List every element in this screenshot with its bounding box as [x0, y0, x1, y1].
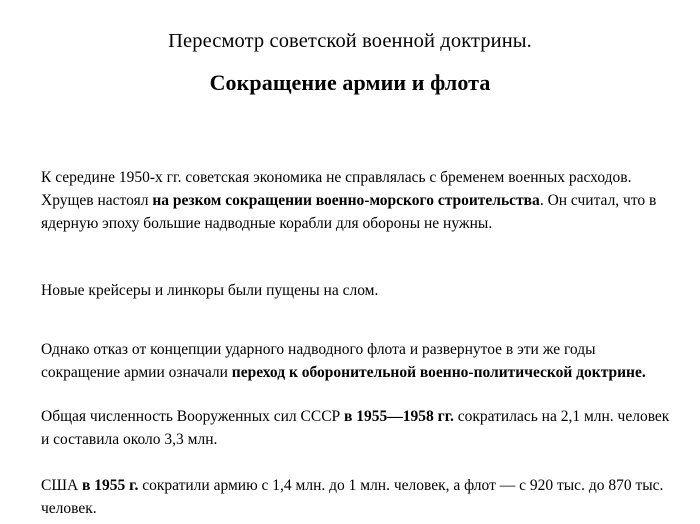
paragraph-4-text-b: сократилась на 2,1 млн. человек и составила около 3,3 млн. — [41, 407, 670, 448]
paragraph-5-emphasis: в 1955 г. — [82, 476, 139, 494]
paragraph-defensive-doctrine — [41, 338, 672, 385]
slide-title-secondary: Сокращение армии и флота — [209, 69, 491, 95]
paragraph-military-spending — [41, 166, 672, 236]
paragraph-1-emphasis: на резком сокращении военно-морского строительства — [152, 191, 540, 209]
paragraph-scrapped-ships — [41, 279, 672, 302]
paragraph-3-text-a: Однако отказ от концепции ударного надводного флота и развернутое в эти же годы сокращение армии означали — [41, 340, 596, 381]
slide-title-primary: Пересмотр советской военной доктрины. — [168, 30, 532, 52]
paragraph-3-emphasis: переход к оборонительной военно-политической доктрине. — [231, 363, 646, 381]
paragraph-2-text-a: Новые крейсеры и линкоры были пущены на слом. — [41, 281, 379, 299]
paragraph-ussr-troop-numbers — [41, 405, 672, 452]
paragraph-4-text-a: Общая численность Вооруженных сил СССР — [41, 407, 345, 425]
paragraph-4-emphasis: в 1955—1958 гг. — [344, 407, 454, 425]
paragraph-5-text-b: сократили армию с 1,4 млн. до 1 млн. человек, а флот — с 920 тыс. до 870 тыс. человек. — [41, 476, 664, 517]
paragraph-usa-troop-numbers — [41, 474, 672, 521]
paragraph-1-text-a: К середине 1950-х гг. советская экономика не справлялась с бременем военных расходов. Хрущев настоял — [41, 168, 632, 209]
paragraph-5-text-a: США — [41, 476, 83, 494]
paragraph-1-text-b: . Он считал, что в ядерную эпоху большие надводные корабли для обороны не нужны. — [41, 191, 657, 232]
